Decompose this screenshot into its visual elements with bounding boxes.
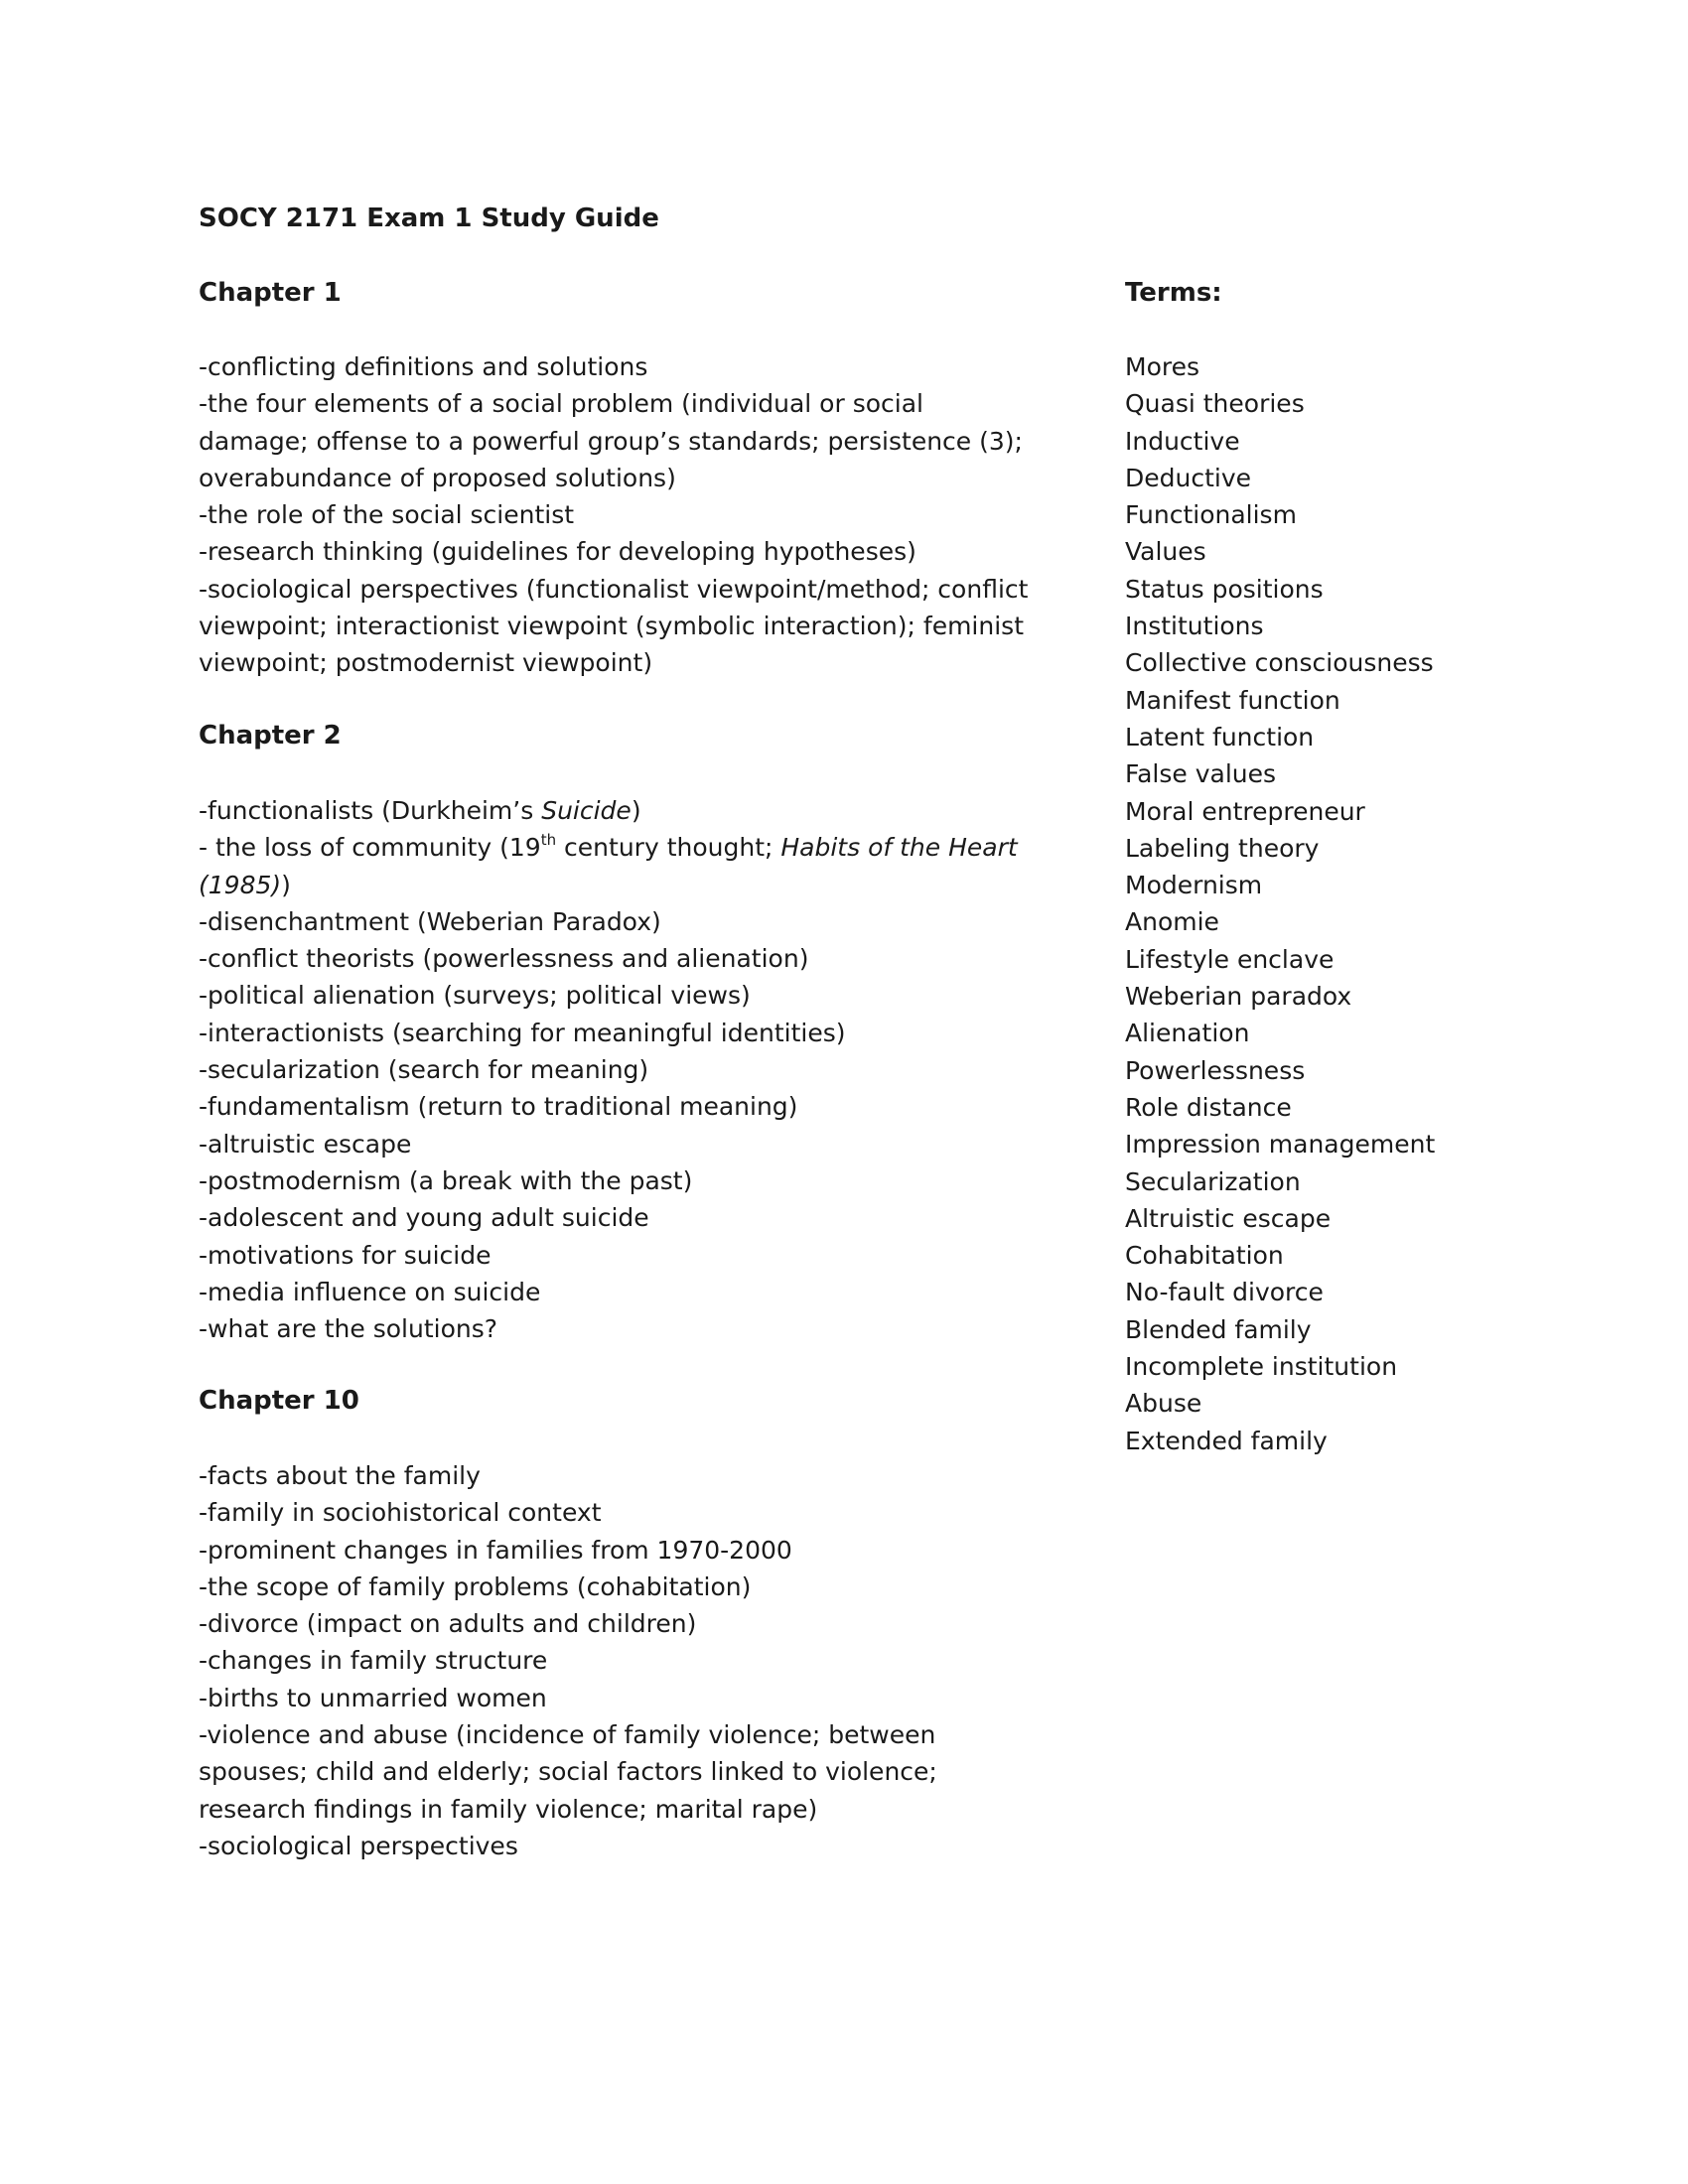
chapter-2-line: -motivations for suicide	[199, 1240, 492, 1270]
term-item: Powerlessness	[1125, 1055, 1306, 1085]
chapter-2-line: -secularization (search for meaning)	[199, 1055, 649, 1085]
chapter-1-line: overabundance of proposed solutions)	[199, 463, 676, 492]
chapter-2-line	[199, 792, 1072, 829]
term-item: False values	[1125, 759, 1277, 789]
term-item: Quasi theories	[1125, 389, 1305, 419]
chapter-1-line: viewpoint; postmodernist viewpoint)	[199, 648, 653, 678]
term-item: Latent function	[1125, 722, 1315, 751]
term-item: Values	[1125, 537, 1206, 567]
term-item: Incomplete institution	[1125, 1352, 1398, 1382]
chapter-2-line: -interactionists (searching for meaningful identities)	[199, 1018, 846, 1047]
chapter-10-line: -changes in family structure	[199, 1646, 548, 1676]
term-item: Secularization	[1125, 1166, 1301, 1196]
term-item: No-fault divorce	[1125, 1278, 1324, 1307]
text-run: )	[631, 796, 641, 825]
term-item: Labeling theory	[1125, 833, 1320, 863]
chapter-2-line: -disenchantment (Weberian Paradox)	[199, 906, 661, 936]
term-item: Blended family	[1125, 1314, 1312, 1344]
chapter-10-line: -births to unmarried women	[199, 1683, 547, 1712]
chapter-1-line: damage; offense to a powerful group’s standards; persistence (3);	[199, 426, 1023, 456]
chapter-10-line: -family in sociohistorical context	[199, 1498, 602, 1528]
chapter-10-line: -prominent changes in families from 1970-2000	[199, 1535, 792, 1565]
chapter-1-list	[199, 348, 1072, 682]
term-item: Role distance	[1125, 1092, 1292, 1122]
book-year: (1985)	[199, 870, 282, 899]
terms-list	[1125, 348, 1435, 1459]
superscript: th	[540, 830, 557, 849]
chapter-2-line: -fundamentalism (return to traditional meaning)	[199, 1092, 798, 1122]
chapter-1-line: -conflicting definitions and solutions	[199, 352, 648, 381]
chapter-1-heading: Chapter 1	[199, 278, 342, 308]
document-title: SOCY 2171 Exam 1 Study Guide	[199, 204, 659, 233]
term-item: Cohabitation	[1125, 1241, 1284, 1271]
term-item: Abuse	[1125, 1389, 1202, 1419]
chapter-2-line: -media influence on suicide	[199, 1277, 541, 1306]
chapter-10-line: spouses; child and elderly; social factors linked to violence;	[199, 1757, 937, 1787]
chapter-2-line: -postmodernism (a break with the past)	[199, 1165, 693, 1195]
term-item: Institutions	[1125, 612, 1264, 641]
chapter-10-heading: Chapter 10	[199, 1386, 359, 1416]
book-title: Habits of the Heart	[780, 833, 1018, 863]
chapter-10-line: -the scope of family problems (cohabitation)	[199, 1571, 752, 1601]
terms-heading: Terms:	[1125, 278, 1222, 308]
term-item: Functionalism	[1125, 500, 1297, 530]
text-run: )	[281, 870, 291, 899]
term-item: Manifest function	[1125, 685, 1340, 715]
term-item: Moral entrepreneur	[1125, 796, 1365, 826]
term-item: Alienation	[1125, 1019, 1250, 1048]
chapter-10-line: -divorce (impact on adults and children)	[199, 1609, 697, 1639]
book-title: Suicide	[541, 796, 632, 825]
chapter-2-line: -political alienation (surveys; political views)	[199, 981, 751, 1011]
term-item: Altruistic escape	[1125, 1203, 1332, 1233]
chapter-2-line: -adolescent and young adult suicide	[199, 1203, 649, 1233]
chapter-2-line	[199, 829, 1072, 866]
text-run: - the loss of community (19	[199, 833, 541, 863]
chapter-2-heading: Chapter 2	[199, 721, 342, 751]
text-run: century thought;	[556, 833, 781, 863]
term-item: Deductive	[1125, 463, 1252, 492]
chapter-10-list	[199, 1457, 1072, 1864]
chapter-2-line: -conflict theorists (powerlessness and alienation)	[199, 944, 809, 974]
chapter-10-line: -sociological perspectives	[199, 1831, 518, 1860]
chapter-10-line: -facts about the family	[199, 1461, 481, 1490]
chapter-10-line: -violence and abuse (incidence of family violence; between	[199, 1720, 936, 1750]
chapter-2-line	[199, 867, 1072, 903]
term-item: Inductive	[1125, 426, 1240, 456]
chapter-1-line: -the four elements of a social problem (individual or social	[199, 389, 923, 419]
term-item: Impression management	[1125, 1130, 1436, 1160]
term-item: Extended family	[1125, 1426, 1328, 1455]
term-item: Collective consciousness	[1125, 648, 1434, 678]
chapter-2-line: -altruistic escape	[199, 1129, 412, 1159]
text-run: -functionalists (Durkheim’s	[199, 796, 542, 825]
chapter-1-line: -the role of the social scientist	[199, 500, 575, 530]
chapter-2-line: -what are the solutions?	[199, 1314, 498, 1344]
term-item: Modernism	[1125, 871, 1263, 900]
chapter-10-line: research findings in family violence; marital rape)	[199, 1794, 818, 1824]
term-item: Mores	[1125, 352, 1199, 381]
term-item: Anomie	[1125, 907, 1219, 937]
term-item: Status positions	[1125, 574, 1324, 604]
chapter-1-line: -sociological perspectives (functionalist viewpoint/method; conflict	[199, 574, 1029, 604]
term-item: Weberian paradox	[1125, 982, 1352, 1012]
chapter-1-line: -research thinking (guidelines for developing hypotheses)	[199, 537, 916, 567]
chapter-2-list	[199, 792, 1072, 1347]
term-item: Lifestyle enclave	[1125, 944, 1335, 974]
chapter-1-line: viewpoint; interactionist viewpoint (symbolic interaction); feminist	[199, 612, 1024, 641]
